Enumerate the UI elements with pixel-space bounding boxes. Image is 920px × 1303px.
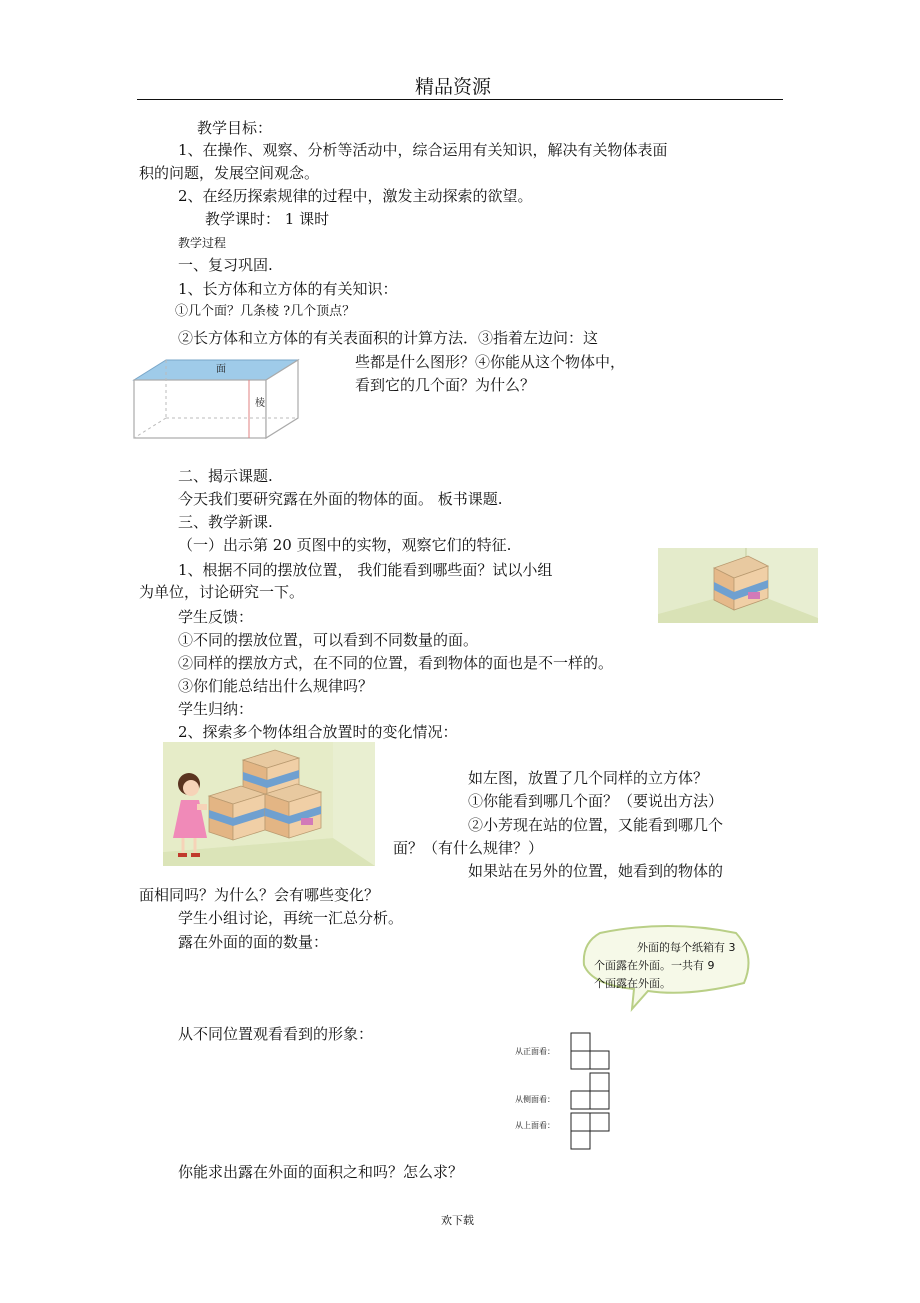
- cuboid-figure: [130, 358, 310, 440]
- bubble-line-1: 外面的每个纸箱有 3: [637, 941, 736, 954]
- new-lesson-heading: 三、教学新课.: [178, 513, 273, 531]
- face-label: 面: [216, 364, 226, 375]
- reveal-line1: 今天我们要研究露在外面的物体的面。 板书课题.: [178, 490, 503, 508]
- objectives-title: 教学目标：: [197, 119, 273, 137]
- review-line1: 1、长方体和立方体的有关知识：: [178, 280, 398, 298]
- view-front-label: 从正面看：: [515, 1047, 555, 1056]
- new-lesson-sub1: （一）出示第 20 页图中的实物，观察它们的特征.: [178, 536, 512, 554]
- objective-1-line2: 积的问题，发展空间观念。: [139, 164, 320, 182]
- edge-label: 棱: [255, 398, 265, 409]
- feedback-3: ③你们能总结出什么规律吗？: [178, 677, 374, 695]
- right-text-6: 面相同吗？为什么？会有哪些变化？: [139, 886, 380, 904]
- header-rule: [137, 99, 783, 100]
- lesson-hours: 教学课时： 1 课时: [205, 210, 330, 228]
- footer-text: 欢下载: [441, 1214, 474, 1227]
- views-title: 从不同位置观看看到的形象：: [178, 1025, 374, 1043]
- feedback-2: ②同样的摆放方式，在不同的位置，看到物体的面也是不一样的。: [178, 654, 614, 672]
- right-text-5: 如果站在另外的位置，她看到的物体的: [468, 862, 724, 880]
- question1-line1: 1、根据不同的摆放位置， 我们能看到哪些面？试以小组: [178, 561, 553, 579]
- process-title: 教学过程: [178, 236, 227, 250]
- question2: 2、探索多个物体组合放置时的变化情况：: [178, 723, 458, 741]
- right-text-4: 面？（有什么规律？）: [393, 839, 544, 857]
- feedback-1: ①不同的摆放位置，可以看到不同数量的面。: [178, 631, 479, 649]
- bubble-line-2: 个面露在外面。一共有 9: [594, 959, 715, 972]
- right-text-3: ②小芳现在站的位置，又能看到哪几个: [468, 816, 724, 834]
- single-box-corner-image: [658, 548, 818, 623]
- view-top-label: 从上面看：: [515, 1121, 555, 1130]
- objective-2: 2、在经历探索规律的过程中，激发主动探索的欲望。: [178, 187, 533, 205]
- feedback-title: 学生反馈：: [178, 608, 254, 626]
- exposed-count-label: 露在外面的面的数量：: [178, 933, 329, 951]
- girl-with-boxes-image: [163, 742, 375, 866]
- review-line4: 些都是什么图形？④你能从这个物体中，: [355, 353, 626, 371]
- review-line5: 看到它的几个面？为什么？: [355, 376, 536, 394]
- discussion-line: 学生小组讨论，再统一汇总分析。: [178, 909, 404, 927]
- objective-1-line1: 1、在操作、观察、分析等活动中，综合运用有关知识，解决有关物体表面: [178, 141, 668, 159]
- review-heading: 一、复习巩固.: [178, 256, 273, 274]
- view-side-label: 从侧面看：: [515, 1095, 555, 1104]
- page-header-title: 精品资源: [415, 76, 492, 98]
- bubble-line-3: 个面露在外面。: [594, 977, 671, 990]
- review-line2: ①几个面？几条棱 ?几个顶点？: [175, 304, 356, 319]
- right-text-2: ①你能看到哪几个面？（要说出方法）: [468, 792, 724, 810]
- question1-line2: 为单位，讨论研究一下。: [139, 583, 305, 601]
- summary-title: 学生归纳：: [178, 700, 254, 718]
- review-line3: ②长方体和立方体的有关表面积的计算方法．③指着左边问：这: [178, 329, 599, 347]
- view-grids: [568, 1032, 618, 1150]
- right-text-1: 如左图，放置了几个同样的立方体？: [468, 769, 709, 787]
- final-question: 你能求出露在外面的面积之和吗？怎么求？: [178, 1163, 464, 1181]
- reveal-heading: 二、揭示课题.: [178, 467, 273, 485]
